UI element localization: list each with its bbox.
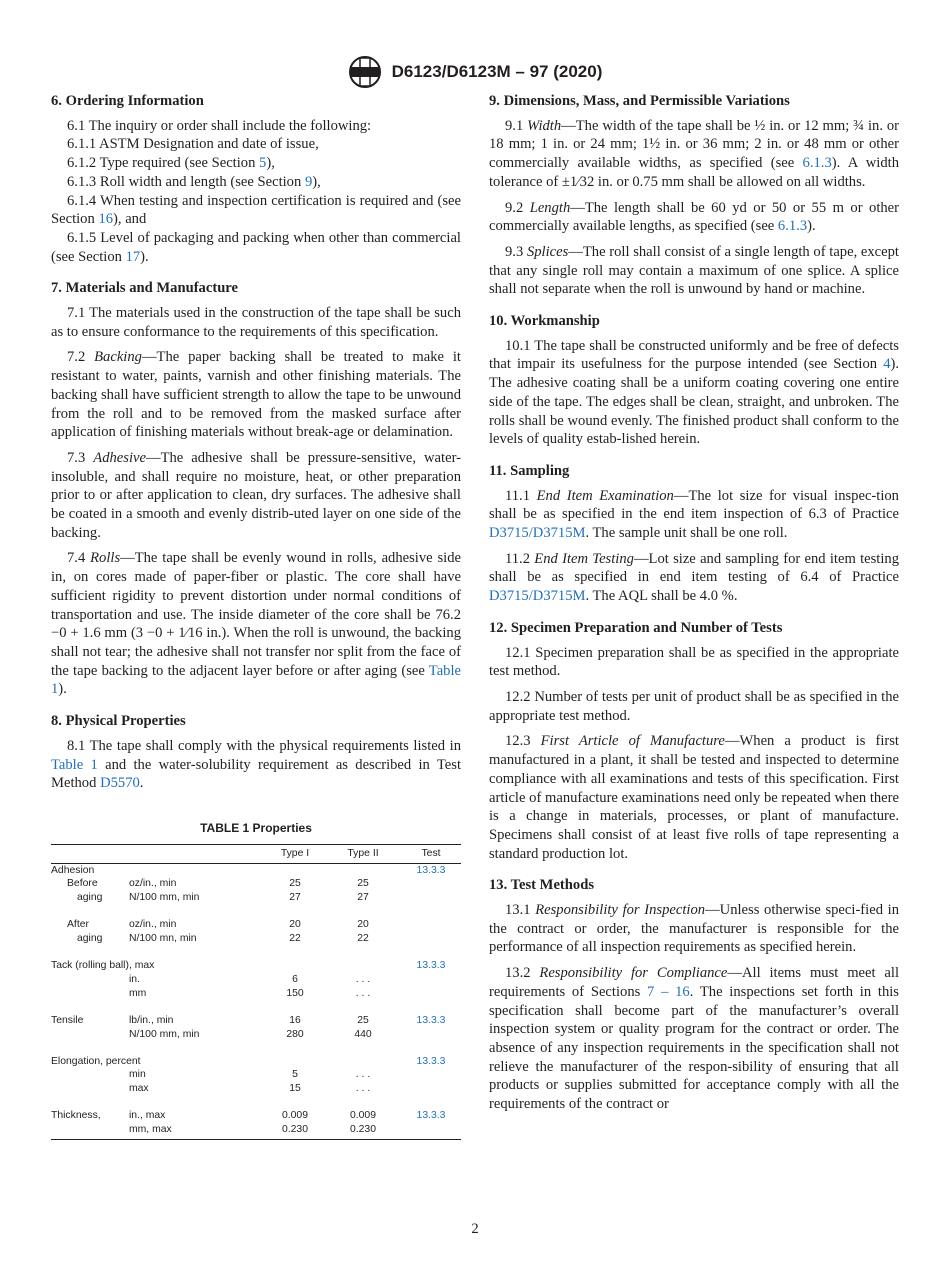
- para-7-1: 7.1 The materials used in the construction of the tape shall be such as to ensure conformance to the requirements of this specification.: [51, 305, 461, 340]
- section-9-link[interactable]: 9: [304, 173, 313, 190]
- para-7-2: 7.2 Backing—The paper backing shall be treated to make it resistant to water, paints, varnish and other finishing materials. The backing shall have sufficient strength to allow the tape to be unwound from the roll and to be removed from the masked surface after application of finishing materials without break-age or delamination.: [51, 349, 461, 441]
- para-6-1-4: 6.1.4 When testing and inspection certification is required and (see Section 16), and: [51, 192, 461, 228]
- table-row: N/100 mm, min 280 440: [129, 1028, 372, 1040]
- table-row: aging N/100 mm, min 27 27: [77, 892, 369, 904]
- test-ref-link[interactable]: 13.3.3: [416, 960, 446, 972]
- section-5-link[interactable]: 5: [259, 155, 267, 172]
- para-7-3: 7.3 Adhesive—The adhesive shall be pressure-sensitive, water-insoluble, and shall require no moisture, heat, or other preparation prior to or after application to clean, dry surfaces. The adhesive shall be coated in a smooth and evenly distrib-uted layer on one side of the backing.: [51, 449, 461, 541]
- col-type-i: Type I: [265, 844, 325, 863]
- para-12-2: 12.2 Number of tests per unit of product shall be as specified in the appropriate test method.: [489, 688, 899, 724]
- table-row: Adhesion 13.3.3: [51, 863, 461, 877]
- d3715-link[interactable]: D3715/D3715M: [489, 525, 586, 542]
- d3715-link[interactable]: D3715/D3715M: [489, 588, 586, 605]
- section-13-title: 13. Test Methods: [489, 877, 595, 894]
- para-6-1-5: 6.1.5 Level of packaging and packing when other than commercial (see Section 17).: [51, 229, 461, 265]
- section-4-link[interactable]: 4: [883, 356, 891, 373]
- para-9-3: 9.3 Splices—The roll shall consist of a single length of tape, except that any single roll may contain a maximum of one splice. A splice shall not separate when the roll is unwound by hand or machine.: [489, 243, 899, 298]
- table-row: Thickness, in., max 0.009 0.009 13.3.3: [51, 1109, 461, 1123]
- table-row: mm 150 . . .: [129, 987, 371, 999]
- section-6-title: 6. Ordering Information: [51, 93, 204, 109]
- para-12-1: 12.1 Specimen preparation shall be as specified in the appropriate test method.: [489, 644, 899, 680]
- d5570-link[interactable]: D5570: [100, 775, 140, 792]
- para-11-2: 11.2 End Item Testing—Lot size and sampling for end item testing shall be as specified in end item testing of 6.4 of Practice D3715/D3715M. The AQL shall be 4.0 %.: [489, 550, 900, 605]
- left-column: [51, 92, 461, 1140]
- para-13-1: 13.1 Responsibility for Inspection—Unless otherwise speci-fied in the contract or order, the manufacturer is responsible for the performance of all inspection requirements as specified herein.: [489, 902, 900, 956]
- sections-7-16-link[interactable]: 7 – 16: [647, 983, 690, 1000]
- section-7-title: 7. Materials and Manufacture: [51, 280, 238, 297]
- para-9-1: 9.1 Width—The width of the tape shall be ½ in. or 12 mm; ¾ in. or 18 mm; 1 in. or 24 mm; 1½ in. or 36 mm; 2 in. or 48 mm or other commercially available widths, as specified (see 6.1.3). A width tolerance of ±1⁄32 in. or 0.75 mm shall be allowed on all widths.: [489, 117, 899, 190]
- table-header-row: [51, 844, 461, 863]
- section-6-1-3-link[interactable]: 6.1.3: [777, 218, 808, 235]
- section-17-link[interactable]: 17: [125, 248, 141, 265]
- right-column: [489, 92, 899, 1121]
- para-6-1-3: 6.1.3 Roll width and length (see Section 9),: [67, 173, 321, 190]
- col-type-ii: Type II: [325, 844, 401, 863]
- test-ref-link[interactable]: 13.3.3: [416, 1014, 446, 1026]
- para-12-3: 12.3 First Article of Manufacture—When a product is first manufactured in a plant, it shall be tested and inspected to determine compliance with all examinations and tests of this specification. First article of manufacture examinations need only be repeated when there is a change in materials, processes, or plant of manufacture. Specimens shall consist of at least five rolls of tape representing a standard production lot.: [489, 733, 899, 862]
- page-header: [0, 55, 950, 89]
- para-6-1: 6.1 The inquiry or order shall include the following:: [67, 117, 372, 134]
- para-8-1: 8.1 The tape shall comply with the physical requirements listed in Table 1 and the water-solubility requirement as described in Test Method D5570.: [51, 737, 461, 792]
- col-test: Test: [401, 844, 461, 863]
- section-10-title: 10. Workmanship: [489, 313, 600, 330]
- para-13-2: 13.2 Responsibility for Compliance—All items must meet all requirements of Sections 7 – 16. The inspections set forth in this specification shall become part of the manufacturer’s overall inspection system or quality program for the contract or order. The absence of any inspection requirements in the specification shall not relieve the manufacturer of the respon-sibility of ensuring that all products or supplies submitted for acceptance comply with all the requirements of the contract or: [489, 965, 899, 1113]
- table-row: aging N/100 mn, min 22 22: [77, 933, 369, 945]
- table-1-title: TABLE 1 Properties: [200, 820, 312, 835]
- table-1-link[interactable]: Table 1: [51, 756, 98, 773]
- table-row: Elongation, percent 13.3.3: [51, 1055, 461, 1069]
- section-11-title: 11. Sampling: [489, 462, 570, 479]
- section-9-title: 9. Dimensions, Mass, and Permissible Variations: [489, 93, 790, 109]
- section-6-1-3-link[interactable]: 6.1.3: [802, 155, 832, 172]
- para-10-1: 10.1 The tape shall be constructed uniformly and be free of defects that impair its usefulness for the purpose intended (see Section 4). The adhesive coating shall be a uniform coating covering one entire side of the tape. The edges shall be clean, straight, and unbroken. The rolls shall be wound evenly. The finished product shall conform to the levels of quality estab-lished herein.: [489, 337, 899, 448]
- properties-table: [51, 844, 461, 1141]
- document-designation: D6123/D6123M – 97 (2020): [391, 62, 603, 81]
- test-ref-link[interactable]: 13.3.3: [416, 864, 446, 876]
- section-12-title: 12. Specimen Preparation and Number of Tests: [489, 619, 783, 636]
- table-row: min 5 . . .: [129, 1069, 371, 1081]
- table-row: mm, max 0.230 0.230: [51, 1123, 461, 1139]
- para-7-4: 7.4 Rolls—The tape shall be evenly wound in rolls, adhesive side in, on cores made of paper-fiber or plastic. The core shall have sufficient rigidity to prevent distortion under normal conditions of transportation and use. The inside diameter of the core shall be 76.2 −0 + 1.6 mm (3 −0 + 1⁄16 in.). When the roll is unwound, the backing shall not tear; the adhesive shall not transfer nor split from the face of the tape backing to the adjacent layer before or after aging (see Table 1).: [51, 550, 462, 698]
- para-6-1-1: 6.1.1 ASTM Designation and date of issue,: [67, 136, 319, 153]
- page-number: 2: [471, 1221, 479, 1237]
- test-ref-link[interactable]: 13.3.3: [416, 1055, 446, 1067]
- table-row: max 15 . . .: [129, 1083, 371, 1095]
- test-ref-link[interactable]: 13.3.3: [416, 1110, 446, 1122]
- table-1-link[interactable]: Table 1: [51, 662, 461, 698]
- table-row: After oz/in., min 20 20: [67, 919, 369, 931]
- para-6-1-2: 6.1.2 Type required (see Section 5),: [67, 155, 275, 172]
- para-11-1: 11.1 End Item Examination—The lot size for visual inspec-tion shall be as specified in the end item inspection of 6.3 of Practice D3715/D3715M. The sample unit shall be one roll.: [489, 487, 899, 542]
- section-16-link[interactable]: 16: [98, 211, 114, 228]
- table-row: Tensile lb/in., min 16 25 13.3.3: [51, 1014, 461, 1028]
- table-row: Before oz/in., min 25 25: [67, 878, 369, 890]
- astm-logo-icon: [348, 55, 382, 89]
- section-8-title: 8. Physical Properties: [51, 713, 186, 730]
- para-9-2: 9.2 Length—The length shall be 60 yd or 50 or 55 m or other commercially available lengths, as specified (see 6.1.3).: [489, 199, 900, 235]
- table-row: Tack (rolling ball), max 13.3.3: [51, 959, 461, 973]
- table-row: in. 6 . . .: [129, 973, 371, 985]
